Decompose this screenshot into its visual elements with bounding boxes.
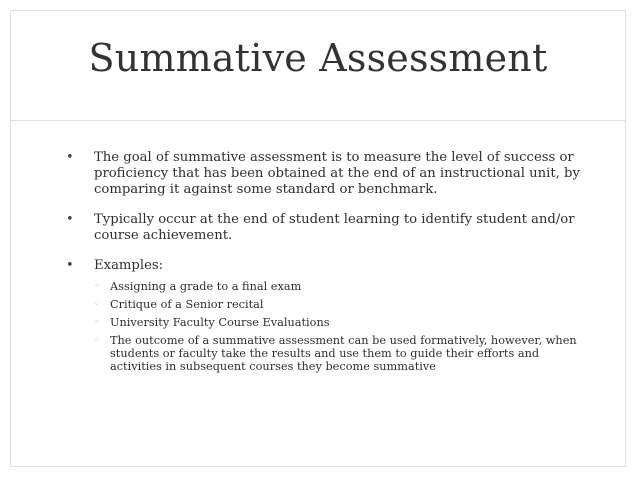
sub-bullet-text: University Faculty Course Evaluations	[110, 316, 330, 329]
sub-bullet-item	[94, 298, 584, 311]
slide-content	[64, 150, 584, 387]
bullet-item-examples	[64, 258, 584, 373]
sub-bullet-text: Assigning a grade to a final exam	[110, 280, 302, 293]
title-divider	[10, 120, 626, 121]
sub-bullet-icon: ◦	[94, 299, 100, 310]
bullet-icon: •	[66, 258, 74, 273]
bullet-icon: •	[66, 150, 74, 165]
sub-bullet-item	[94, 280, 584, 293]
bullet-text: Examples:	[94, 258, 164, 273]
sub-bullet-icon: ◦	[94, 317, 100, 328]
sub-bullet-item	[94, 334, 584, 373]
bullet-text: The goal of summative assessment is to measure the level of success or proficiency that has been obtained at the end of an instructional unit, by comparing it against some standard or benchmark.	[94, 150, 580, 197]
sub-bullet-icon: ◦	[94, 335, 100, 346]
sub-bullet-icon: ◦	[94, 281, 100, 292]
sub-bullet-item	[94, 316, 584, 329]
sub-bullet-text: The outcome of a summative assessment can be used formatively, however, when students or faculty take the results and use them to guide their efforts and activities in subsequent courses they become summative	[110, 334, 577, 373]
bullet-item-timing	[64, 212, 584, 244]
sub-bullet-text: Critique of a Senior recital	[110, 298, 264, 311]
slide-title: Summative Assessment	[88, 36, 548, 80]
sub-bullet-list	[94, 280, 584, 373]
bullet-item-goal	[64, 150, 584, 198]
bullet-text: Typically occur at the end of student learning to identify student and/or course achievement.	[94, 212, 575, 243]
bullet-icon: •	[66, 212, 74, 227]
bullet-list	[64, 150, 584, 373]
